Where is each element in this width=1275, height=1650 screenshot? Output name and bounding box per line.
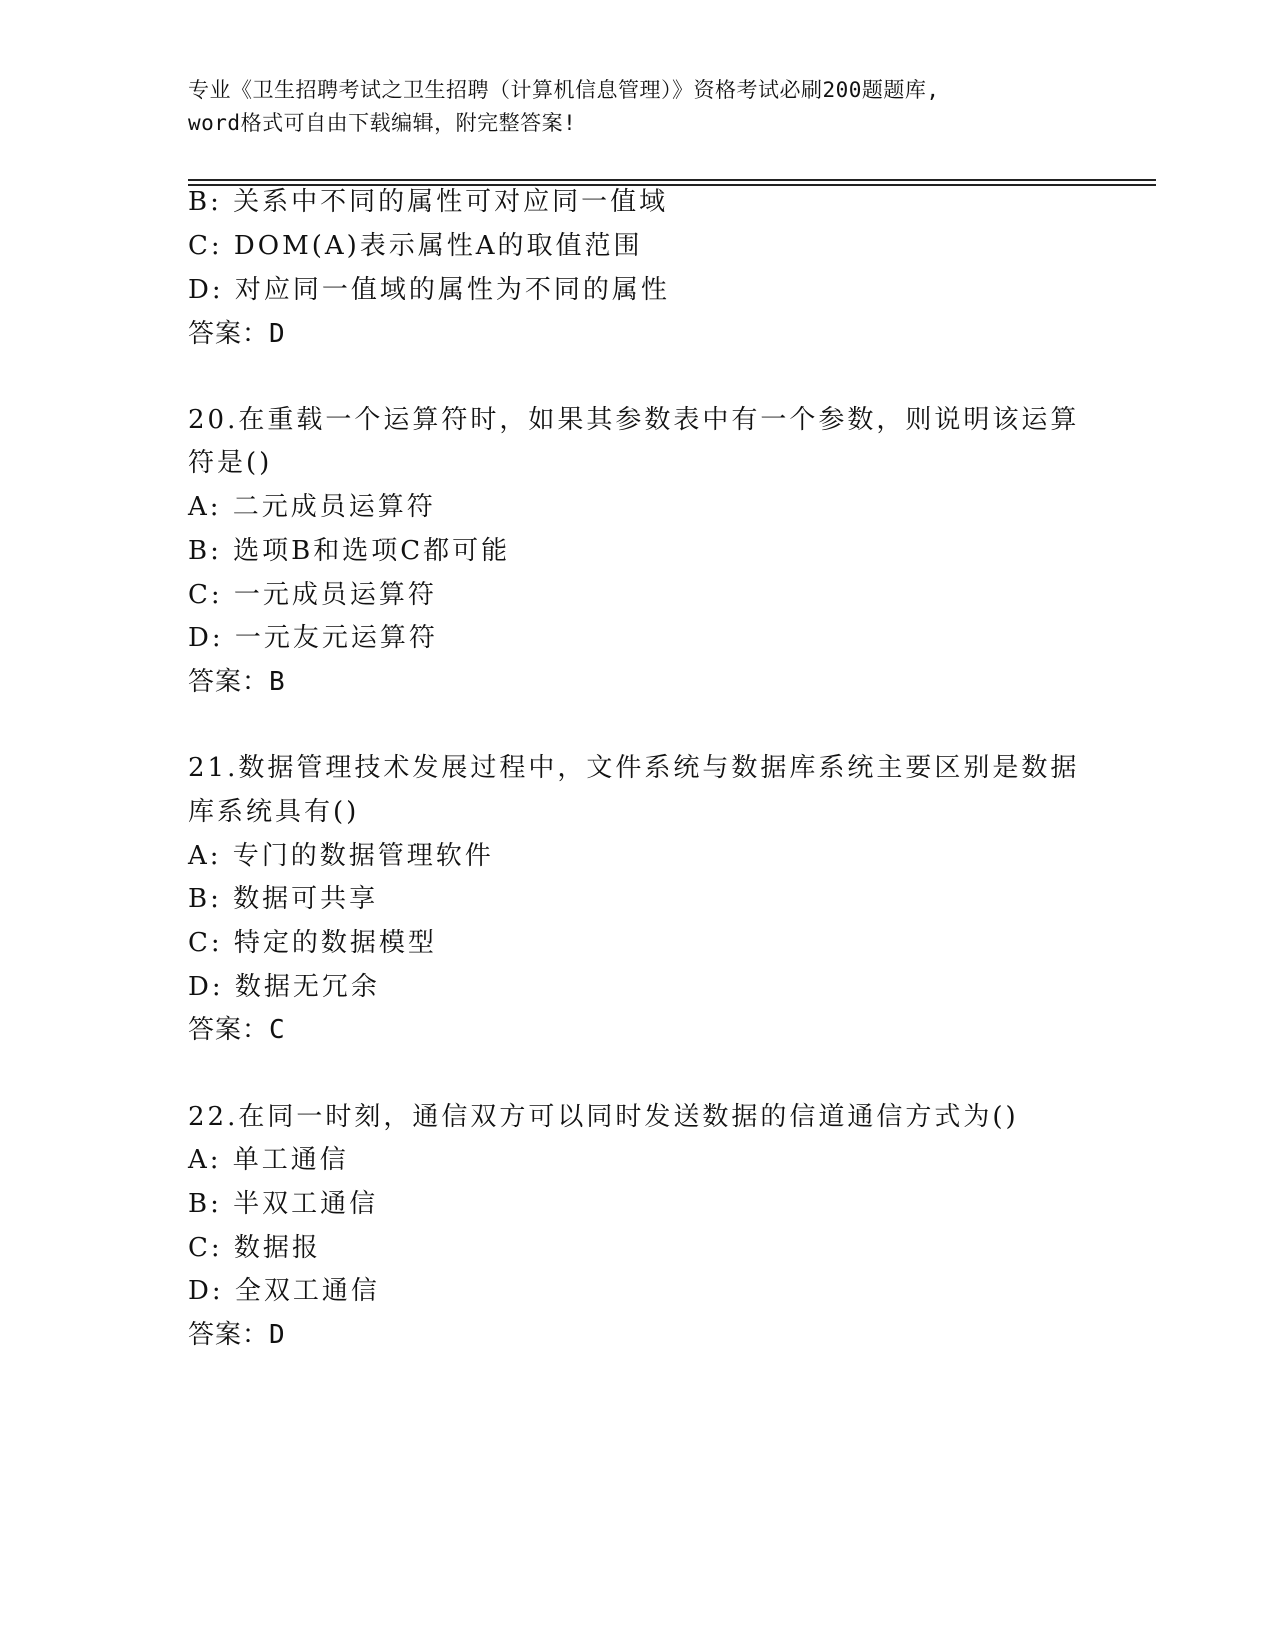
option-b: B: 半双工通信 <box>188 1189 379 1219</box>
answer-value: D <box>269 319 286 349</box>
option-a: A: 单工通信 <box>188 1145 349 1175</box>
question-stem: 20.在重载一个运算符时，如果其参数表中有一个参数，则说明该运算 <box>188 405 1080 435</box>
option-c: C: 特定的数据模型 <box>188 928 437 958</box>
question-stem: 22.在同一时刻，通信双方可以同时发送数据的信道通信方式为() <box>188 1102 1019 1132</box>
question-stem-continued: 库系统具有() <box>188 797 360 827</box>
answer-line <box>188 1010 286 1050</box>
header-title-line-2: word格式可自由下载编辑，附完整答案! <box>188 111 577 135</box>
answer-line <box>188 1315 286 1355</box>
option-b: B: 关系中不同的属性可对应同一值域 <box>188 187 669 217</box>
option-a: A: 专门的数据管理软件 <box>188 841 494 871</box>
answer-value: C <box>269 1015 286 1045</box>
answer-value: B <box>269 667 286 697</box>
header-title-line-1: 专业《卫生招聘考试之卫生招聘（计算机信息管理）》资格考试必刷200题题库, <box>188 78 940 102</box>
header-divider-top <box>188 179 1156 181</box>
option-c: C: DOM(A)表示属性A的取值范围 <box>188 231 643 261</box>
answer-label: 答案： <box>188 1015 270 1045</box>
answer-label: 答案： <box>188 319 270 349</box>
option-d: D: 数据无冗余 <box>188 972 380 1002</box>
answer-value: D <box>269 1320 286 1350</box>
option-c: C: 数据报 <box>188 1233 321 1263</box>
answer-line <box>188 662 286 702</box>
option-d: D: 全双工通信 <box>188 1276 380 1306</box>
option-b: B: 选项B和选项C都可能 <box>188 536 511 566</box>
document-header <box>188 74 1088 140</box>
answer-line <box>188 314 286 354</box>
answer-label: 答案： <box>188 667 270 697</box>
question-stem-continued: 符是() <box>188 448 273 478</box>
option-b: B: 数据可共享 <box>188 884 379 914</box>
answer-label: 答案： <box>188 1320 270 1350</box>
option-c: C: 一元成员运算符 <box>188 580 437 610</box>
option-d: D: 一元友元运算符 <box>188 623 438 653</box>
option-d: D: 对应同一值域的属性为不同的属性 <box>188 275 670 305</box>
option-a: A: 二元成员运算符 <box>188 492 436 522</box>
question-stem: 21.数据管理技术发展过程中，文件系统与数据库系统主要区别是数据 <box>188 753 1080 783</box>
